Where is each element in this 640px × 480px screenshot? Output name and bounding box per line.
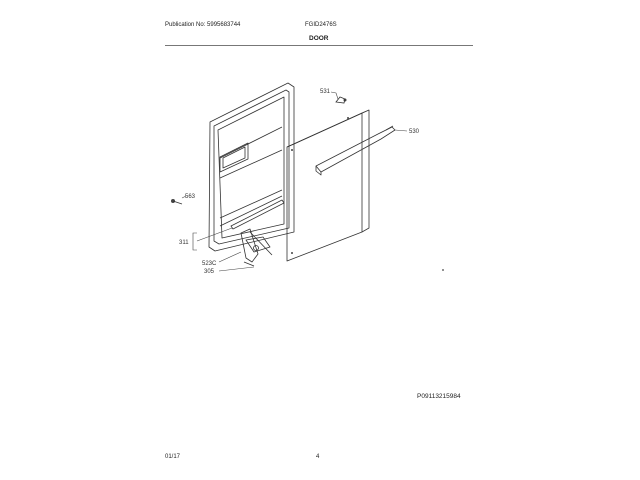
part-label-311: 311 — [179, 240, 189, 246]
door-bottom-seal — [231, 200, 284, 229]
door-liner — [209, 83, 294, 251]
footer-date: 01/17 — [165, 454, 181, 460]
leader-530 — [395, 130, 407, 131]
bracket-311 — [193, 233, 197, 250]
part-label-530: 530 — [409, 129, 420, 135]
part-label-531: 531 — [320, 89, 331, 95]
section-title: DOOR — [309, 35, 329, 42]
leader-311 — [197, 228, 232, 241]
door-handle — [316, 126, 395, 175]
part-label-305: 305 — [204, 269, 215, 275]
diagram-reference-id: P09113215984 — [417, 393, 461, 400]
outer-door-panel — [287, 110, 369, 261]
leader-305 — [219, 267, 254, 271]
leader-523c — [219, 252, 241, 262]
publication-number: Publication No: 5995683744 — [165, 22, 241, 28]
model-number: FGID2476S — [305, 22, 337, 28]
leader-531 — [331, 92, 338, 99]
part-label-523c: 523C — [202, 261, 217, 267]
screw-563-icon — [173, 201, 182, 204]
footer-page-number: 4 — [316, 454, 320, 460]
door-hinge — [241, 229, 272, 266]
fasteners — [171, 99, 444, 271]
part-label-563: 563 — [185, 194, 196, 200]
